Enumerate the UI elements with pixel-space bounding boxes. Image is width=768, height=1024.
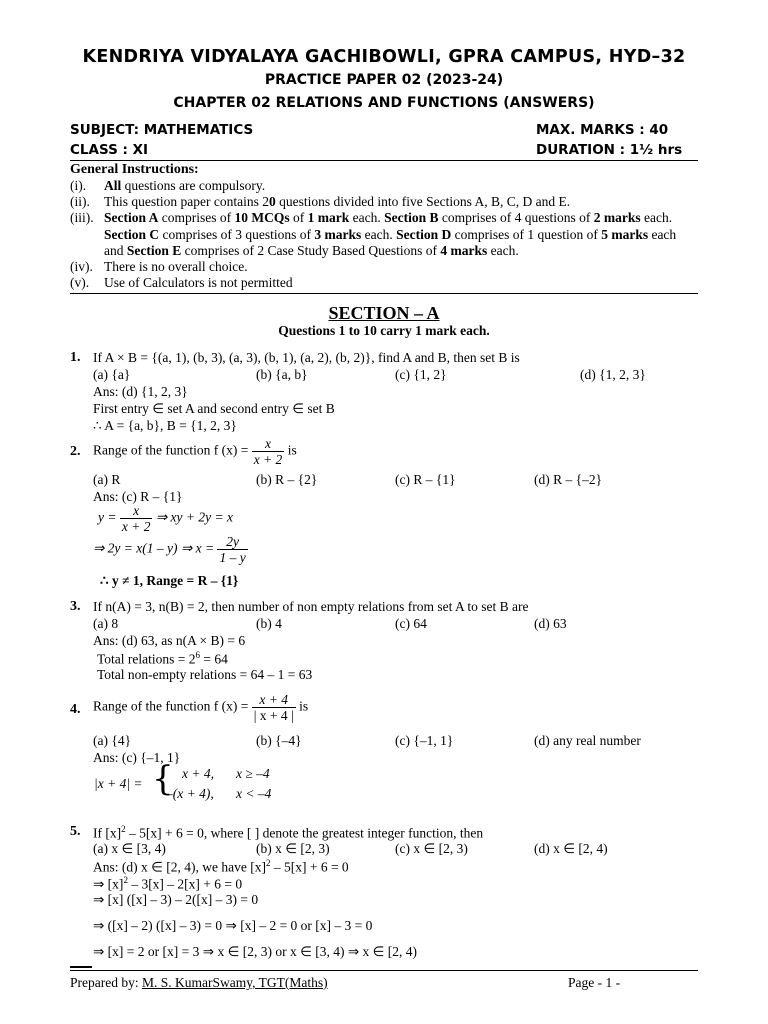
footer-author: Prepared by: M. S. KumarSwamy, TGT(Maths)	[70, 975, 328, 990]
piecewise-case: x + 4,	[182, 766, 214, 781]
subject-label: SUBJECT: MATHEMATICS	[70, 122, 254, 138]
solution-line: ⇒ ([x] – 2) ([x] – 3) = 0 ⇒ [x] – 2 = 0 or [x] – 3 = 0	[93, 918, 373, 933]
piecewise-lhs: |x + 4| =	[94, 776, 143, 791]
paper-title: PRACTICE PAPER 02 (2023-24)	[264, 72, 504, 88]
class-label: CLASS : XI	[70, 142, 149, 158]
option-c: (c) 64	[395, 616, 427, 631]
option-d: (d) x ∈ [2, 4)	[534, 841, 608, 856]
instruction-text: Section A comprises of 10 MCQs of 1 mark each. Section B comprises of 4 questions of 2 marks each. Section C comprises of 3 questions of 3 marks each. Section D comprises of 1 question of 5 marks each and Section E comprises of 2 Case Study Based Questions of 4 marks each.	[104, 210, 677, 258]
answer-line: Ans: (c) R – {1}	[93, 489, 183, 504]
instructions-title: General Instructions:	[70, 162, 199, 177]
option-c: (c) {–1, 1}	[395, 733, 454, 748]
instruction-number: (i).	[70, 178, 87, 193]
option-c: (c) x ∈ [2, 3)	[395, 841, 468, 856]
instruction-text: There is no overall choice.	[104, 259, 248, 274]
option-d: (d) {1, 2, 3}	[580, 367, 646, 382]
brace-symbol: {	[152, 759, 174, 799]
solution-math: y = $\frac{x}{x + 2}$ ⇒ xy + 2y = x	[98, 503, 233, 534]
instruction-text: This question paper contains 20 questions divided into five Sections A, B, C, D and E.	[104, 194, 571, 209]
option-b: (b) x ∈ [2, 3)	[256, 841, 330, 856]
instruction-number: (iii).	[70, 210, 94, 225]
fraction: $\frac{x}{x + 2}$	[253, 436, 283, 467]
instruction-text: Use of Calculators is not permitted	[104, 275, 293, 290]
option-b: (b) {a, b}	[256, 367, 308, 382]
option-d: (d) 63	[534, 616, 567, 631]
option-a: (a) R	[93, 472, 121, 487]
max-marks-label: MAX. MARKS : 40	[536, 122, 669, 138]
section-subtitle: Questions 1 to 10 carry 1 mark each.	[278, 323, 490, 338]
solution-line: First entry ∈ set A and second entry ∈ set B	[93, 401, 335, 416]
solution-line: ⇒ [x] = 2 or [x] = 3 ⇒ x ∈ [2, 3) or x ∈ [3, 4) ⇒ x ∈ [2, 4)	[93, 944, 418, 959]
fraction: $\frac{2y}{1 - y}$	[219, 534, 246, 565]
solution-line: Total relations = $2^6 = 64$	[97, 650, 228, 667]
option-a: (a) {4}	[93, 733, 132, 748]
question-text: If A × B = {(a, 1), (b, 3), (a, 3), (b, 1), (a, 2), (b, 2)}, find A and B, then set B is	[93, 350, 520, 365]
instruction-number: (iv).	[70, 259, 93, 274]
instruction-text: All questions are compulsory.	[104, 178, 266, 193]
solution-line: Total non-empty relations = 64 – 1 = 63	[97, 667, 313, 682]
option-b: (b) R – {2}	[256, 472, 318, 487]
duration-label: DURATION : 1½ hrs	[536, 142, 683, 158]
fraction: $\frac{x + 4}{| x + 4 |}$	[253, 692, 294, 723]
footer-rule	[70, 970, 698, 971]
section-title: SECTION – A	[328, 303, 440, 323]
header-rule	[70, 160, 698, 161]
option-b: (b) {–4}	[256, 733, 302, 748]
footer-short-rule	[70, 966, 92, 968]
question-text: Range of the function f (x) = $\frac{x}{x + 2}$ is	[93, 436, 297, 467]
question-number: 4.	[70, 702, 81, 717]
piecewise-condition: x < –4	[236, 786, 272, 801]
option-a: (a) 8	[93, 616, 119, 631]
page-number: Page - 1 -	[568, 975, 621, 990]
option-c: (c) R – {1}	[395, 472, 456, 487]
solution-line: ∴ A = {a, b}, B = {1, 2, 3}	[93, 418, 237, 433]
answer-line: Ans: (c) {–1, 1}	[93, 750, 181, 765]
chapter-title: CHAPTER 02 RELATIONS AND FUNCTIONS (ANSWERS)	[173, 95, 595, 111]
piecewise-condition: x ≥ –4	[236, 766, 270, 781]
option-d: (d) any real number	[534, 733, 641, 748]
solution-line: ⇒ [x] ([x] – 3) – 2([x] – 3) = 0	[93, 892, 259, 907]
question-text: If n(A) = 3, n(B) = 2, then number of non empty relations from set A to set B are	[93, 599, 529, 614]
answer-line: Ans: (d) {1, 2, 3}	[93, 384, 188, 399]
question-text: Range of the function f (x) = $\frac{x + 4}{| x + 4 |}$ is	[93, 692, 309, 723]
school-name: KENDRIYA VIDYALAYA GACHIBOWLI, GPRA CAMPUS, HYD–32	[82, 47, 686, 67]
option-b: (b) 4	[256, 616, 282, 631]
question-text: If $[x]^2 - 5[x] + 6 = 0$, where [ ] denote the greatest integer function, then	[93, 824, 484, 841]
answer-line: Ans: (d) 63, as n(A × B) = 6	[93, 633, 246, 648]
instruction-number: (v).	[70, 275, 90, 290]
fraction: $\frac{x}{x + 2}$	[121, 503, 151, 534]
solution-math: ∴ y ≠ 1, Range = R – {1}	[100, 573, 239, 588]
option-c: (c) {1, 2}	[395, 367, 447, 382]
question-number: 2.	[70, 444, 81, 459]
piecewise-case: –(x + 4),	[166, 786, 214, 801]
solution-line: ⇒ $[x]^2 - 3[x] - 2[x] + 6 = 0$	[93, 875, 243, 892]
question-number: 5.	[70, 824, 81, 839]
instructions-rule	[70, 293, 698, 294]
option-d: (d) R – {–2}	[534, 472, 603, 487]
author-name: M. S. KumarSwamy, TGT(Maths)	[141, 975, 328, 990]
question-number: 1.	[70, 350, 81, 365]
option-a: (a) x ∈ [3, 4)	[93, 841, 166, 856]
option-a: (a) {a}	[93, 367, 131, 382]
answer-line: Ans: (d) x ∈ [2, 4), we have $[x]^2 - 5[x] + 6 = 0$	[93, 858, 349, 875]
solution-math: ⇒ 2y = x(1 – y) ⇒ x = $\frac{2y}{1 - y}$	[93, 534, 246, 565]
instruction-number: (ii).	[70, 194, 90, 209]
question-number: 3.	[70, 599, 81, 614]
